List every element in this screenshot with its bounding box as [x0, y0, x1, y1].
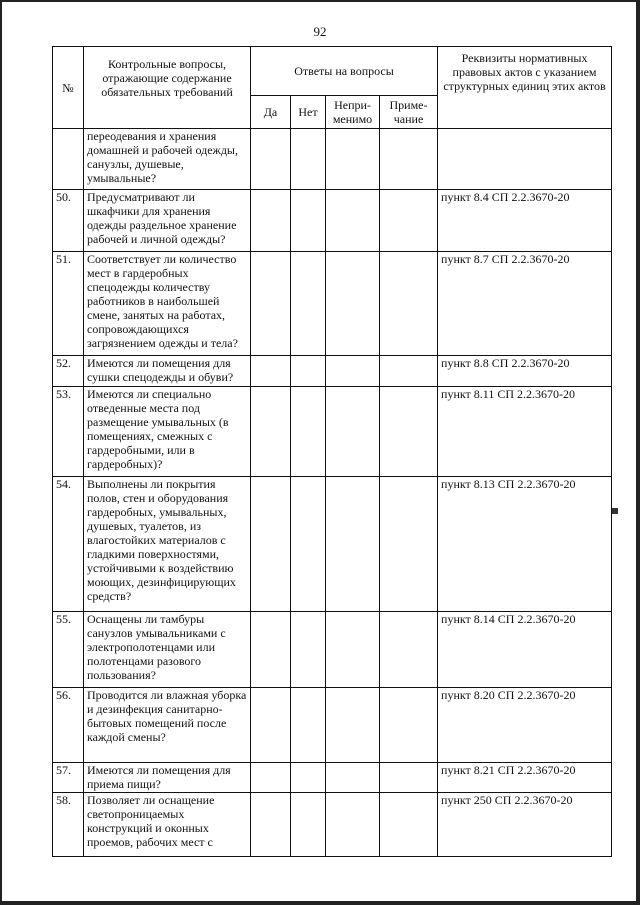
row-number: 52.: [53, 356, 84, 387]
header-no: Нет: [291, 96, 326, 129]
answer-na-cell: [326, 252, 380, 356]
answer-note-cell: [380, 356, 438, 387]
table-row: [53, 688, 612, 763]
answer-no-cell: [291, 129, 326, 190]
answer-note-cell: [380, 190, 438, 252]
answer-na-cell: [326, 190, 380, 252]
answer-yes-cell: [251, 387, 291, 477]
row-question: Позволяет ли оснащение светопроницаемых конструкций и оконных проемов, рабочих мест с: [84, 793, 251, 857]
answer-yes-cell: [251, 763, 291, 793]
header-requisites: Реквизиты нормативных правовых актов с указанием структурных единиц этих актов: [438, 47, 612, 129]
row-requisite: пункт 8.11 СП 2.2.3670-20: [438, 387, 612, 477]
answer-na-cell: [326, 763, 380, 793]
header-question: Контрольные вопросы, отражающие содержание обязательных требований: [84, 47, 251, 129]
answer-yes-cell: [251, 356, 291, 387]
row-question: Имеются ли помещения для приема пищи?: [84, 763, 251, 793]
row-number: 53.: [53, 387, 84, 477]
answer-yes-cell: [251, 252, 291, 356]
row-requisite: пункт 8.4 СП 2.2.3670-20: [438, 190, 612, 252]
row-question: Проводится ли влажная уборка и дезинфекция санитарно-бытовых помещений после каждой смены?: [84, 688, 251, 763]
answer-yes-cell: [251, 190, 291, 252]
row-requisite: пункт 8.13 СП 2.2.3670-20: [438, 477, 612, 612]
answer-yes-cell: [251, 688, 291, 763]
row-number: 55.: [53, 612, 84, 688]
answer-note-cell: [380, 688, 438, 763]
row-number: 58.: [53, 793, 84, 857]
answer-na-cell: [326, 612, 380, 688]
answer-no-cell: [291, 477, 326, 612]
header-yes: Да: [251, 96, 291, 129]
answer-no-cell: [291, 793, 326, 857]
row-requisite: пункт 8.20 СП 2.2.3670-20: [438, 688, 612, 763]
scan-speck: [612, 508, 618, 514]
row-number: 50.: [53, 190, 84, 252]
answer-yes-cell: [251, 612, 291, 688]
scan-border-left: [0, 0, 2, 905]
answer-na-cell: [326, 477, 380, 612]
row-question: переодевания и хранения домашней и рабочей одежды, санузлы, душевые, умывальные?: [84, 129, 251, 190]
answer-note-cell: [380, 252, 438, 356]
answer-yes-cell: [251, 129, 291, 190]
table-row: [53, 477, 612, 612]
answer-no-cell: [291, 356, 326, 387]
checklist-table: [52, 46, 612, 857]
answer-note-cell: [380, 477, 438, 612]
row-requisite: пункт 8.14 СП 2.2.3670-20: [438, 612, 612, 688]
row-question: Оснащены ли тамбуры санузлов умывальниками с электрополотенцами или полотенцами разового пользования?: [84, 612, 251, 688]
answer-na-cell: [326, 356, 380, 387]
row-requisite: [438, 129, 612, 190]
row-requisite: пункт 250 СП 2.2.3670-20: [438, 793, 612, 857]
scan-border-bottom: [0, 901, 640, 905]
answer-note-cell: [380, 763, 438, 793]
table-row: [53, 190, 612, 252]
row-requisite: пункт 8.21 СП 2.2.3670-20: [438, 763, 612, 793]
row-requisite: пункт 8.7 СП 2.2.3670-20: [438, 252, 612, 356]
table-row: [53, 793, 612, 857]
scan-border-right: [636, 0, 640, 905]
row-number: 56.: [53, 688, 84, 763]
header-number: №: [53, 47, 84, 129]
table-row: [53, 356, 612, 387]
answer-na-cell: [326, 793, 380, 857]
row-question: Имеются ли помещения для сушки спецодежды и обуви?: [84, 356, 251, 387]
answer-note-cell: [380, 129, 438, 190]
answer-note-cell: [380, 612, 438, 688]
answer-no-cell: [291, 688, 326, 763]
row-number: 57.: [53, 763, 84, 793]
answer-no-cell: [291, 252, 326, 356]
header-not-applicable: Непри- менимо: [326, 96, 380, 129]
table-row: [53, 129, 612, 190]
answer-na-cell: [326, 688, 380, 763]
page-number: 92: [313, 24, 327, 39]
answer-yes-cell: [251, 477, 291, 612]
header-answers: Ответы на вопросы: [251, 47, 438, 96]
answer-no-cell: [291, 763, 326, 793]
answer-note-cell: [380, 793, 438, 857]
answer-na-cell: [326, 129, 380, 190]
header-note: Приме- чание: [380, 96, 438, 129]
table-row: [53, 252, 612, 356]
row-question: Выполнены ли покрытия полов, стен и оборудования гардеробных, умывальных, душевых, туалетов, из влагостойких материалов с гладкими поверхностями, устойчивыми к воздействию моющих, дезинфицирующих средств?: [84, 477, 251, 612]
row-number: 51.: [53, 252, 84, 356]
answer-note-cell: [380, 387, 438, 477]
answer-no-cell: [291, 387, 326, 477]
answer-no-cell: [291, 612, 326, 688]
row-requisite: пункт 8.8 СП 2.2.3670-20: [438, 356, 612, 387]
row-question: Предусматривают ли шкафчики для хранения одежды раздельное хранение рабочей и личной одежды?: [84, 190, 251, 252]
table-row: [53, 763, 612, 793]
scan-border-top: [0, 0, 640, 2]
answer-yes-cell: [251, 793, 291, 857]
row-question: Имеются ли специально отведенные места под размещение умывальных (в помещениях, смежных с гардеробными, или в гардеробных)?: [84, 387, 251, 477]
table-row: [53, 612, 612, 688]
answer-no-cell: [291, 190, 326, 252]
row-number: [53, 129, 84, 190]
answer-na-cell: [326, 387, 380, 477]
table-row: [53, 387, 612, 477]
row-number: 54.: [53, 477, 84, 612]
row-question: Соответствует ли количество мест в гардеробных спецодежды количеству работников в наибольшей смене, занятых на работах, сопровождающихся загрязнением одежды и тела?: [84, 252, 251, 356]
